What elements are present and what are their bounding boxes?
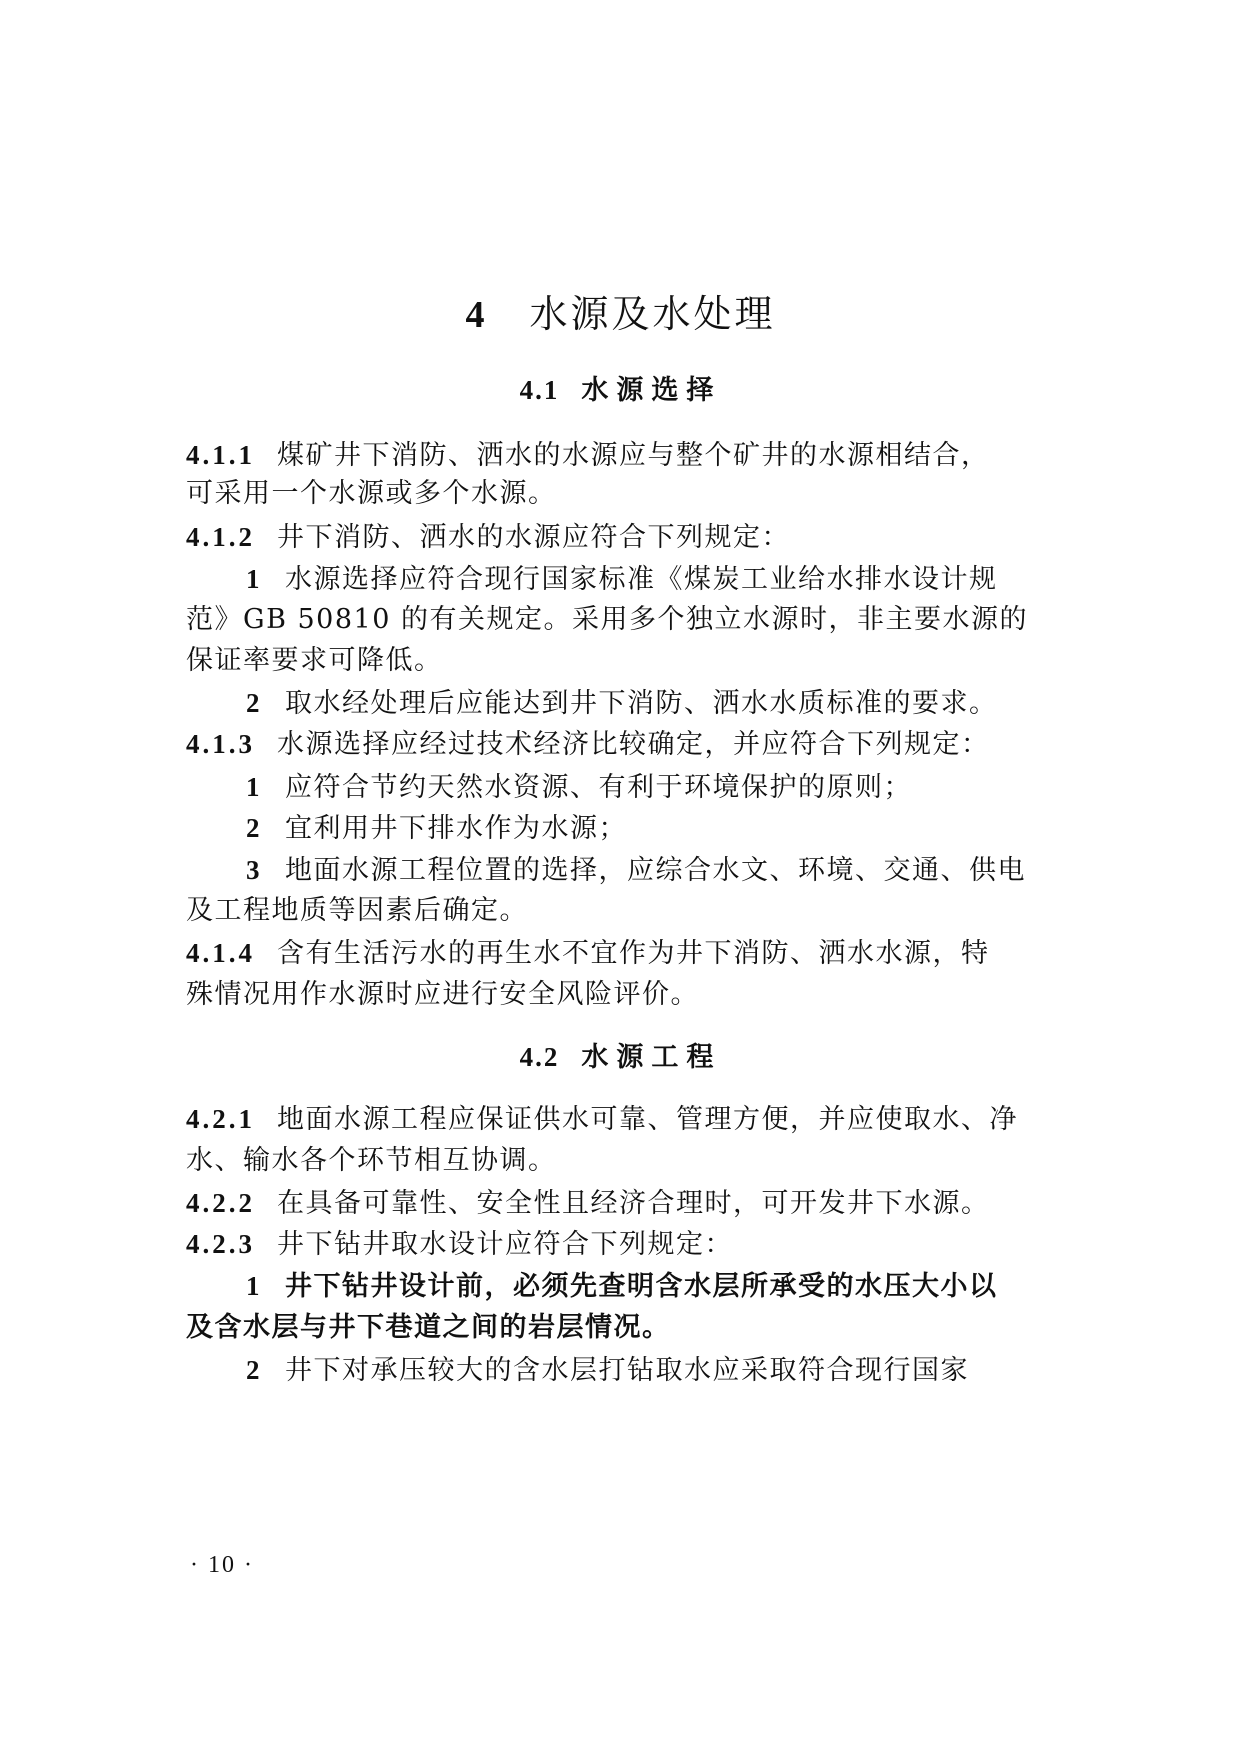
clause-text: 地面水源工程应保证供水可靠、管理方便，并应使取水、净: [277, 1104, 1018, 1135]
item-number: 3: [246, 855, 261, 885]
clause-text: 煤矿井下消防、洒水的水源应与整个矿井的水源相结合，: [277, 440, 990, 471]
clause-4-1-1: [186, 435, 1051, 476]
line-text: 范》GB 50810 的有关规定。采用多个独立水源时，非主要水源的: [186, 604, 1028, 635]
clause-number: 4.2.1: [186, 1104, 255, 1134]
clause-text: 含有生活污水的再生水不宜作为井下消防、洒水水源，特: [277, 938, 990, 969]
item-number: 1: [246, 1271, 261, 1301]
item-2: [246, 1350, 1051, 1391]
text-line: [186, 891, 1051, 931]
section-title-text: 水源选择: [581, 375, 722, 406]
item-2: [246, 683, 1051, 724]
line-text: 及含水层与井下巷道之间的岩层情况。: [186, 1312, 671, 1343]
chapter-title: [0, 288, 1241, 341]
item-text: 宜利用井下排水作为水源；: [285, 813, 627, 844]
section-title-4-2: [0, 1037, 1241, 1078]
clause-4-2-1: [186, 1099, 1051, 1140]
clause-number: 4.1.2: [186, 522, 255, 552]
clause-4-1-4: [186, 933, 1051, 974]
line-text: 殊情况用作水源时应进行安全风险评价。: [186, 979, 699, 1010]
item-number: 2: [246, 1355, 261, 1385]
item-3: [246, 850, 1051, 891]
item-number: 2: [246, 813, 261, 843]
section-title-text: 水源工程: [581, 1042, 722, 1073]
item-number: 1: [246, 772, 261, 802]
text-line: [186, 474, 1051, 514]
clause-number: 4.1.3: [186, 729, 255, 759]
clause-4-2-3: [186, 1224, 1051, 1265]
chapter-number: 4: [465, 294, 488, 336]
clause-text: 井下消防、洒水的水源应符合下列规定：: [277, 522, 790, 553]
item-text: 应符合节约天然水资源、有利于环境保护的原则；: [285, 772, 912, 803]
page-number: · 10 ·: [190, 1552, 254, 1578]
item-text: 取水经处理后应能达到井下消防、洒水水质标准的要求。: [285, 688, 998, 719]
clause-number: 4.1.4: [186, 938, 255, 968]
text-line-mandatory: [186, 1308, 1051, 1348]
item-2: [246, 808, 1051, 849]
clause-text: 水源选择应经过技术经济比较确定，并应符合下列规定：: [277, 729, 990, 760]
item-number: 2: [246, 688, 261, 718]
item-text: 地面水源工程位置的选择，应综合水文、环境、交通、供电: [285, 855, 1026, 886]
item-1: [246, 559, 1051, 600]
item-1-mandatory: [246, 1266, 1051, 1307]
item-text: 水源选择应符合现行国家标准《煤炭工业给水排水设计规: [285, 564, 998, 595]
item-text: 井下对承压较大的含水层打钻取水应采取符合现行国家: [285, 1355, 969, 1386]
text-line: [186, 600, 1051, 640]
text-line: [186, 1141, 1051, 1181]
item-1: [246, 767, 1051, 808]
line-text: 及工程地质等因素后确定。: [186, 895, 528, 926]
line-text: 保证率要求可降低。: [186, 645, 443, 676]
chapter-title-text: 水源及水处理: [529, 292, 776, 336]
clause-number: 4.1.1: [186, 440, 255, 470]
item-number: 1: [246, 564, 261, 594]
section-number: 4.1: [519, 375, 560, 405]
clause-number: 4.2.2: [186, 1188, 255, 1218]
clause-4-1-3: [186, 724, 1051, 765]
line-text: 水、输水各个环节相互协调。: [186, 1145, 557, 1176]
text-line: [186, 641, 1051, 681]
clause-number: 4.2.3: [186, 1229, 255, 1259]
clause-4-1-2: [186, 517, 1051, 558]
line-text: 可采用一个水源或多个水源。: [186, 478, 557, 509]
text-line: [186, 975, 1051, 1015]
item-text: 井下钻井设计前，必须先查明含水层所承受的水压大小以: [285, 1271, 998, 1302]
clause-4-2-2: [186, 1183, 1051, 1224]
section-title-4-1: [0, 370, 1241, 411]
clause-text: 井下钻井取水设计应符合下列规定：: [277, 1229, 733, 1260]
clause-text: 在具备可靠性、安全性且经济合理时，可开发井下水源。: [277, 1188, 990, 1219]
section-number: 4.2: [519, 1042, 560, 1072]
